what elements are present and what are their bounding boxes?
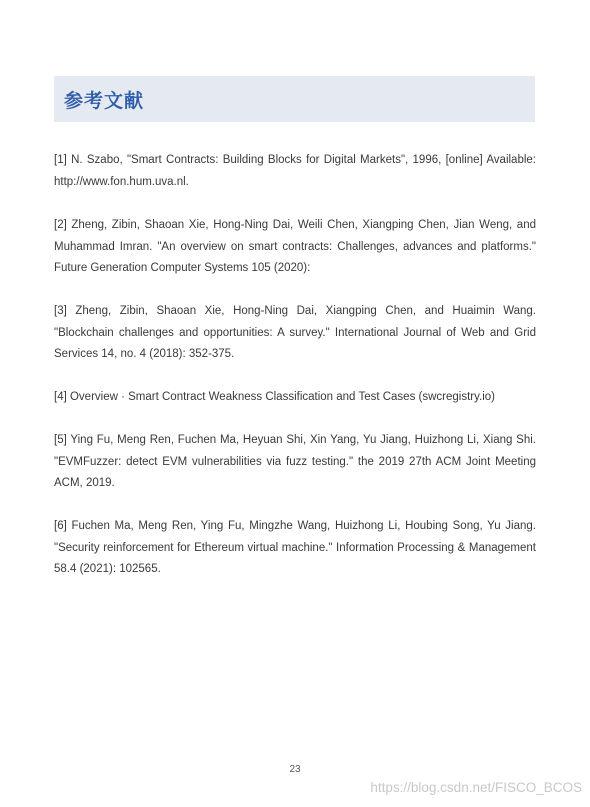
reference-item-5: [5] Ying Fu, Meng Ren, Fuchen Ma, Heyuan Shi, Xin Yang, Yu Jiang, Huizhong Li, Xiang Shi. "EVMFuzzer: detect EVM vulnerabilities via fuzz testing." the 2019 27th ACM Joint Meeting ACM, 2019. <box>54 434 536 489</box>
references-heading-band <box>54 76 535 122</box>
page-number: 23 <box>289 764 301 775</box>
references-heading: 参考文献 <box>64 89 145 112</box>
reference-item-2: [2] Zheng, Zibin, Shaoan Xie, Hong-Ning Dai, Weili Chen, Xiangping Chen, Jian Weng, and Muhammad Imran. "An overview on smart contracts: Challenges, advances and platforms." Future Generation Computer Systems 105 (2020): <box>54 219 536 274</box>
reference-item-6: [6] Fuchen Ma, Meng Ren, Ying Fu, Mingzhe Wang, Huizhong Li, Houbing Song, Yu Jiang. "Security reinforcement for Ethereum virtual machine." Information Processing & Management 58.4 (2021): 102565. <box>54 520 536 575</box>
watermark-url: https://blog.csdn.net/FISCO_BCOS <box>370 780 582 795</box>
reference-item-4: [4] Overview · Smart Contract Weakness Classification and Test Cases (swcregistry.io) <box>54 391 495 403</box>
reference-item-1: [1] N. Szabo, "Smart Contracts: Building Blocks for Digital Markets", 1996, [online] Available: http://www.fon.hum.uva.nl. <box>54 154 536 188</box>
reference-item-3: [3] Zheng, Zibin, Shaoan Xie, Hong-Ning Dai, Xiangping Chen, and Huaimin Wang. "Blockchain challenges and opportunities: A survey." International Journal of Web and Grid Services 14, no. 4 (2018): 352-375. <box>54 305 536 360</box>
